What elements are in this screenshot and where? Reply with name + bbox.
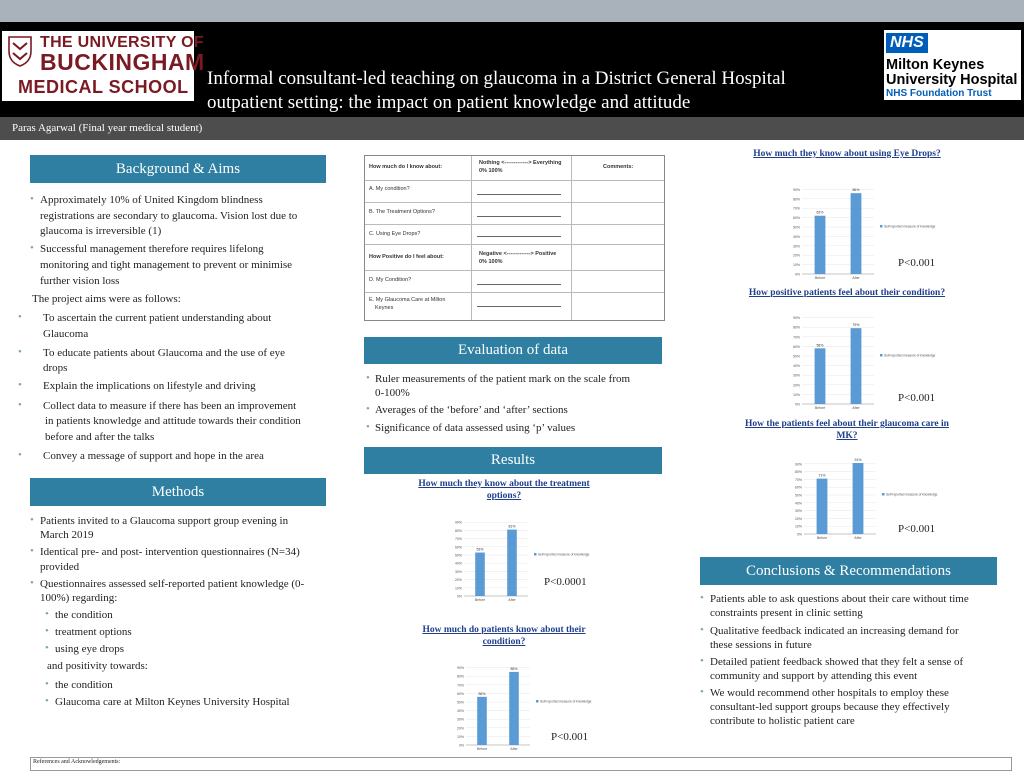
evaluation-line: 0-100% [375,387,410,399]
y-tick-label: 70% [456,683,464,688]
answer-line [477,306,561,307]
conclusion-line: We would recommend other hospitals to employ these [710,687,949,699]
aim-line: To ascertain the current patient understanding about [43,312,272,324]
y-tick-label: 50% [792,354,800,359]
legend-swatch [880,225,883,228]
conclusions-heading: Conclusions & Recommendations [700,557,997,585]
methods-line: Questionnaires assessed self-reported patient knowledge (0- [40,578,305,590]
category-label: After [508,598,516,602]
aim-line: To educate patients about Glaucoma and the use of eye [43,347,286,359]
legend-swatch [882,493,885,496]
y-tick-label: 0% [796,532,802,537]
category-label: After [852,276,860,280]
bullet-icon: • [45,608,49,620]
legend-swatch [536,700,539,703]
bullet-icon: • [700,624,704,636]
title-line-2: outpatient setting: the impact on patient knowledge and attitude [207,92,691,113]
conclusion-line: Detailed patient feedback showed that they felt a sense of [710,656,964,668]
bar-before [477,697,487,745]
y-tick-label: 60% [456,691,464,696]
bullet-icon: • [45,642,49,654]
y-tick-label: 0% [794,402,800,407]
chart-title-condition: How much do patients know about their condition? [422,625,586,647]
y-tick-label: 80% [454,528,462,533]
y-tick-label: 40% [456,709,464,714]
y-tick-label: 10% [454,586,462,591]
legend-label: Self-reported measure of knowledge [540,699,592,704]
y-tick-label: 90% [794,462,802,467]
bar-after [507,530,517,596]
data-label: 62% [816,210,824,215]
bullet-icon: • [366,403,370,415]
chart-title-positivity: How positive patients feel about their condition? [748,288,946,298]
bar-after [509,672,519,745]
y-tick-label: 70% [454,537,462,542]
conclusion-line: these sessions in future [710,639,812,651]
y-tick-label: 40% [454,561,462,566]
conclusion-line: community and support by attending this event [710,670,918,682]
y-tick-label: 20% [456,726,464,731]
y-tick-label: 50% [456,700,464,705]
nhs-trust-line: NHS Foundation Trust [886,88,992,99]
data-label: 58% [816,343,824,348]
y-tick-label: 10% [792,263,800,268]
y-tick-label: 30% [792,244,800,249]
nhs-org-line-2: University Hospital [886,72,1018,88]
q-header-knowledge: How much do I know about: [369,164,443,170]
background-line: Successful management therefore requires lifelong [40,243,264,255]
p-value: P<0.001 [898,392,936,404]
buckingham-logo [2,31,205,101]
bullet-icon: • [700,592,704,604]
bullet-icon: • [366,421,370,433]
bar-after [853,463,864,534]
data-label: 86% [852,188,860,193]
legend-label: Self-reported measure of knowledge [884,224,936,229]
poster-title [207,67,857,115]
background-line: Approximately 10% of United Kingdom blindness [40,194,263,206]
legend-label: Self-reported measure of knowledge [884,353,936,358]
conclusion-line: consultant-led support groups because they effectively [710,701,950,713]
y-tick-label: 10% [792,392,800,397]
bullet-icon: • [18,346,22,358]
title-line-1: Informal consultant-led teaching on glaucoma in a District General Hospital [207,68,786,89]
nhs-org-line-1: Milton Keynes [886,57,985,73]
bar-before [815,216,826,274]
bullet-icon: • [700,686,704,698]
crest-icon [7,35,33,67]
conclusion-line: contribute to holistic patient care [710,715,855,727]
scale-range: 0% 100% [479,259,503,265]
bar-after [851,193,862,274]
bullet-icon: • [366,372,370,384]
y-tick-label: 60% [792,216,800,221]
question-b: B. The Treatment Options? [369,209,435,215]
bullet-icon: • [30,242,34,254]
y-tick-label: 80% [792,325,800,330]
questionnaire-table [364,155,665,321]
aim-line: Glaucoma [43,328,89,340]
table-row [365,224,664,225]
aim-line: in patients knowledge and attitude towards their condition [45,415,301,427]
logo-line-medical-school: MEDICAL SCHOOL [18,77,189,97]
y-tick-label: 40% [792,234,800,239]
y-tick-label: 60% [794,485,802,490]
background-heading: Background & Aims [30,155,326,183]
bullet-icon: • [30,514,34,526]
category-label: After [852,406,860,410]
q-header-positivity: How Positive do I feel about: [369,254,444,260]
y-tick-label: 0% [456,594,462,599]
category-label: After [854,536,862,540]
y-tick-label: 90% [454,520,462,525]
answer-line [477,284,561,285]
bullet-icon: • [30,577,34,589]
y-tick-label: 30% [792,373,800,378]
data-label: 85% [510,666,518,671]
bullet-icon: • [45,678,49,690]
y-tick-label: 30% [794,509,802,514]
p-value: P<0.001 [898,523,936,535]
logo-line-university: THE UNIVERSITY OF [40,34,204,51]
legend-label: Self-reported measure of knowledge [886,492,938,497]
y-tick-label: 80% [456,674,464,679]
y-tick-label: 50% [792,225,800,230]
legend-swatch [534,553,537,556]
y-tick-label: 40% [792,364,800,369]
answer-line [477,194,561,195]
y-tick-label: 0% [794,272,800,277]
y-tick-label: 80% [792,197,800,202]
bullet-icon: • [18,399,22,411]
p-value: P<0.0001 [544,576,587,588]
y-tick-label: 0% [458,743,464,748]
aim-line: Collect data to measure if there has been an improvement [43,400,297,412]
aim-line: before and after the talks [45,431,155,443]
category-label: After [510,747,518,751]
bar-before [815,348,826,404]
methods-heading: Methods [30,478,326,506]
y-tick-label: 30% [454,569,462,574]
bullet-icon: • [18,379,22,391]
table-row [365,270,664,271]
category-label: Before [816,536,828,540]
scale-label: Negative <-------------> Positive [479,251,557,257]
chart-title-treatment: How much they know about the treatment options? [418,479,590,501]
legend-label: Self-reported measure of knowledge [538,552,590,557]
category-label: Before [476,747,488,751]
conclusion-line: constraints present in clinic setting [710,607,863,619]
methods-line: March 2019 [40,529,94,541]
y-tick-label: 90% [792,316,800,321]
bullet-icon: • [700,655,704,667]
y-tick-label: 70% [794,477,802,482]
nhs-logo [884,30,1021,100]
y-tick-label: 80% [794,470,802,475]
y-tick-label: 30% [456,717,464,722]
methods-line: treatment options [55,626,132,638]
y-tick-label: 20% [792,383,800,388]
y-tick-label: 10% [456,734,464,739]
y-tick-label: 40% [794,501,802,506]
methods-line: Patients invited to a Glaucoma support group evening in [40,515,289,527]
category-label: Before [474,598,486,602]
data-label: 91% [854,458,862,463]
table-row [365,292,664,293]
methods-line: 100%) regarding: [40,592,118,604]
background-line: further vision loss [40,275,120,287]
comments-header: Comments: [603,164,634,170]
bar-before [475,553,485,596]
bar-after [851,328,862,404]
aim-line: Explain the implications on lifestyle and driving [43,380,256,392]
y-tick-label: 90% [792,187,800,192]
y-tick-label: 20% [794,516,802,521]
data-label: 81% [508,524,516,529]
y-tick-label: 70% [792,206,800,211]
data-label: 71% [818,473,826,478]
category-label: Before [814,406,826,410]
table-row [365,244,664,245]
y-tick-label: 20% [792,253,800,258]
evaluation-line: Averages of the ‘before’ and ‘after’ sections [375,404,568,416]
background-line: registrations are secondary to glaucoma. Vision lost due to [40,210,298,222]
aims-intro: The project aims were as follows: [32,293,181,305]
p-value: P<0.001 [551,731,589,743]
methods-line: provided [40,561,80,573]
conclusion-line: Patients able to ask questions about their care without time [710,593,969,605]
y-tick-label: 70% [792,335,800,340]
data-label: 56% [478,691,486,696]
data-label: 53% [476,547,484,552]
methods-line: Identical pre- and post- intervention questionnaires (N=34) [40,546,300,558]
answer-line [477,236,561,237]
results-heading: Results [364,447,662,474]
y-tick-label: 20% [454,578,462,583]
chart-title-eye-drops: How much they know about using Eye Drops? [753,149,941,159]
y-tick-label: 50% [454,553,462,558]
legend-swatch [880,354,883,357]
category-label: Before [814,276,826,280]
scale-label: Nothing <-------------> Everything [479,160,562,166]
y-tick-label: 10% [794,524,802,529]
references-bar: References and Acknowledgements: [30,757,1012,771]
question-c: C. Using Eye Drops? [369,231,421,237]
question-e-cont: Keynes [375,305,394,311]
data-label: 79% [852,323,860,328]
aim-line: drops [43,362,68,374]
bullet-icon: • [18,449,22,461]
aim-line: Convey a message of support and hope in the area [43,450,264,462]
y-tick-label: 50% [794,493,802,498]
scale-range: 0% 100% [479,168,503,174]
nhs-badge: NHS [886,33,928,53]
bullet-icon: • [18,311,22,323]
bullet-icon: • [45,695,49,707]
bullet-icon: • [30,545,34,557]
y-tick-label: 60% [792,344,800,349]
bullet-icon: • [45,625,49,637]
p-value: P<0.001 [898,257,936,269]
chart-title-care: How the patients feel about their glaucoma care in MK? [745,419,949,441]
evaluation-heading: Evaluation of data [364,337,662,364]
logo-line-buckingham: BUCKINGHAM [40,49,205,75]
methods-line: the condition [55,609,113,621]
question-a: A. My condition? [369,186,410,192]
y-tick-label: 90% [456,666,464,671]
methods-line: Glaucoma care at Milton Keynes University Hospital [55,696,290,708]
chart-treatment-options [450,510,600,606]
evaluation-line: Significance of data assessed using ‘p’ values [375,422,576,434]
methods-line: using eye drops [55,643,125,655]
author-bar: Paras Agarwal (Final year medical student) [0,117,1024,140]
top-strip [0,0,1024,22]
bullet-icon: • [30,193,34,205]
evaluation-line: Ruler measurements of the patient mark on the scale from [375,373,631,385]
y-tick-label: 60% [454,545,462,550]
methods-line: and positivity towards: [47,660,148,672]
table-row [365,202,664,203]
background-line: glaucoma is irreversible (1) [40,225,162,237]
question-e: E. My Glaucoma Care at Milton [369,297,446,303]
methods-line: the condition [55,679,113,691]
table-row [365,180,664,181]
conclusion-line: Qualitative feedback indicated an increasing demand for [710,625,959,637]
bar-before [817,479,828,534]
background-line: monitoring and tight management to prevent or minimise [40,259,293,271]
question-d: D. My Condition? [369,277,412,283]
answer-line [477,216,561,217]
